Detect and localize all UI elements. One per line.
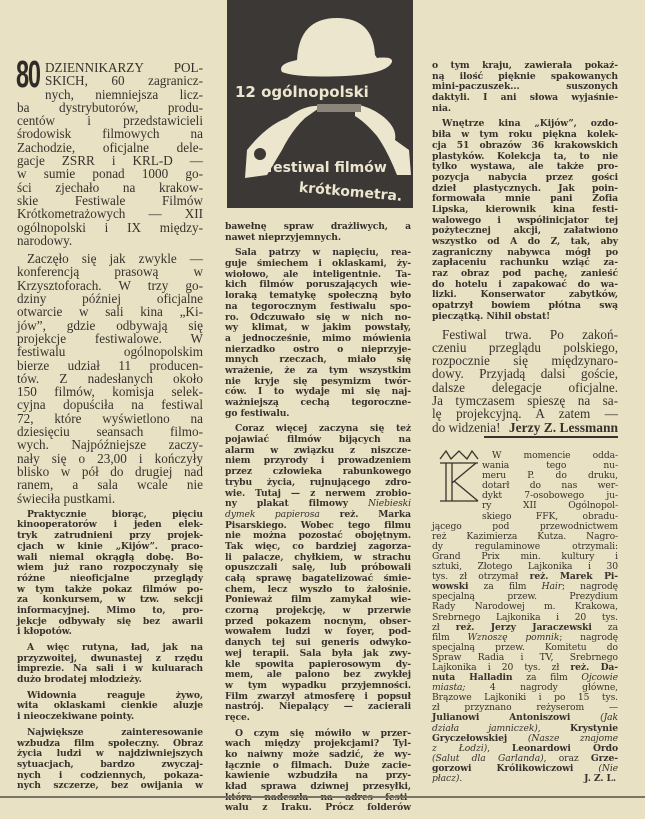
text-line: 72, które wyświetlono na (17, 410, 203, 426)
paragraph (17, 510, 203, 638)
text-line: ną ilość pięknie spakowanych (432, 70, 618, 82)
text-line: projekcje festiwalowe. W (17, 330, 203, 346)
text-line: blisko w pół do drugiej nad (17, 463, 203, 479)
text-line: zagraniczny nabywca mógł po (432, 246, 618, 258)
paragraph (432, 61, 618, 114)
paragraph (17, 252, 203, 505)
text-segment: za (591, 621, 618, 633)
text-line: chem, lecz wyszło to żałośnie. (225, 583, 411, 595)
text-line: Widownia reaguje żywo, (27, 689, 203, 701)
text-line: wali niemal okrągłą dobę. Bo- (17, 551, 203, 563)
text-line: Zachodzie, oficjalne dele- (17, 139, 203, 155)
text-line: nastrój. Niepalący — zacierali (225, 701, 411, 713)
text-line: sztuki, Złotego Lajkonika i 30 (432, 561, 618, 573)
text-line: cyjna dopuściła na festiwal (17, 397, 203, 413)
text-line: pojawiać filmów bijących na (225, 434, 411, 446)
text-line: go festiwalu. (225, 407, 290, 419)
text-line: W momencie odda- (492, 450, 618, 461)
text-line (225, 510, 411, 521)
text-line: zapłaceniu rachunku wziąć za- (432, 257, 618, 269)
poster-title-line3: krótkometra. (298, 179, 403, 205)
italic-title: (Nie (598, 762, 618, 774)
text-line: Największe zainteresowanie (27, 726, 203, 738)
text-line: Zaczęło się jak zwykle — (27, 251, 203, 267)
text-line (225, 793, 411, 804)
text-line: Ponieważ film zamykał wie- (225, 594, 411, 606)
article-column-2 (225, 222, 411, 819)
text-line: walowego i współinicjator tej (432, 214, 618, 226)
text-line: na tegorocznym festiwalu spo- (225, 300, 411, 312)
text-line: Spraw Radia i TV, Srebrnego (432, 651, 618, 663)
paragraph (17, 643, 203, 686)
text-line: lizki. Konserwator zabytków, (432, 289, 618, 301)
text-line: pozycja nabycia przez gości (432, 171, 618, 183)
text-line: wszystko od A do Z, tak, aby (432, 236, 618, 247)
bold-name: gorzowi Królikowiczowi (432, 762, 599, 774)
text-line: przed pokazem nocnym, obser- (225, 615, 411, 627)
text-line: środowisk filmowych na (17, 126, 203, 142)
text-line: wej terapii. Sala była jak zwy- (225, 647, 411, 659)
text-line: przez człowieka rabunkowego (225, 466, 411, 478)
text-line: narodowy. (17, 232, 73, 248)
text-line: Tak więc, co bardziej zagorza- (225, 540, 411, 552)
text-line: alarm w związku z niszcze- (225, 444, 411, 456)
text-line: w sumie ponad 1000 go- (17, 166, 203, 182)
text-line: Lipska, kierownik kina festi- (432, 203, 618, 215)
text-line: formowała mnie pani Zofia (432, 193, 618, 205)
text-line: gacje ZSRR i KRL-D — (17, 153, 203, 169)
text-line: dzieł plastycznych. Jak poin- (432, 182, 618, 194)
text-segment: za film (468, 581, 542, 593)
text-line: różne nieoficjalne przeglądy (17, 572, 203, 584)
text-line: opuszczali salę, lub próbowali (225, 562, 411, 574)
text-line: kawienie wzbudziła na przy- (225, 770, 411, 782)
author-signature: Jerzy Z. Lessmann (508, 420, 618, 435)
paragraph (225, 222, 411, 243)
italic-title: Wznoszę pomnik (467, 631, 560, 643)
text-line: A więc rutyna, ład, jak na (27, 642, 203, 654)
paragraph (17, 728, 203, 792)
text-line: tryk zatrudnieni przy projek- (17, 530, 203, 542)
text-line: jekcje odbywały się bez awarii (17, 615, 203, 627)
text-segment: 4 nagrody główne, (465, 682, 618, 694)
text-line: festiwalu ogólnopolskim (17, 344, 203, 360)
text-line: skiego FFK, obradu- (482, 510, 618, 522)
festival-poster-image (227, 0, 413, 208)
text-line: SKICH, 60 zagranicz- (45, 73, 203, 89)
text-line: wiem już rano rozpoczynały się (17, 562, 203, 574)
text-line: nych i codziennych, pokaza- (17, 769, 203, 781)
text-line: jów”, gdzie odbywają się (17, 317, 203, 333)
text-segment: , oraz (543, 752, 591, 764)
text-line: Ja tymczasem spieszę na sa- (432, 392, 618, 408)
author-initials: J. Z. L. (584, 773, 616, 784)
text-segment: film (432, 631, 468, 643)
paragraph (432, 328, 618, 434)
text-line: O czym się mówiło w przer- (235, 727, 411, 739)
bold-name: Gryczełowskiej (432, 732, 528, 744)
bold-name: nuta Halladin (432, 672, 513, 684)
paragraph (225, 424, 411, 723)
text-line: sytuacjach, bardzo zwyczaj- (17, 758, 203, 770)
text-line: specjalną przew. Komitetu do (432, 641, 618, 653)
text-line: nia. (432, 102, 451, 114)
italic-title: Ojcowie (581, 672, 618, 684)
text-line: ry XII Ogólnopol- (482, 500, 618, 512)
text-line: nierzadko ostro o nieprzyje- (225, 343, 411, 355)
text-line: informacyjnej. Mimo to, pro- (17, 604, 203, 616)
text-line: do widzenia! (432, 419, 501, 435)
text-line: pieczątką. Nihil obstat! (432, 310, 551, 322)
text-line: dziesięciu seansach filmo- (17, 424, 203, 440)
text-line: ważniejszą cechą tegoroczne- (225, 397, 411, 408)
page-bottom-divider (0, 796, 645, 798)
text-line: mem, ale palono bez zwykłej (225, 669, 411, 681)
text-line: li palacze, chyłkiem, w strachu (225, 551, 411, 563)
text-line: życia ludzi w najdziwniejszych (17, 748, 203, 760)
text-line: opatrzył bowiem płótna swą (432, 300, 618, 312)
text-line: ba dystrybutorów, produ- (17, 99, 203, 115)
italic-title: dymek papierosa (225, 508, 320, 520)
poster-title-line1: 12 ogólnopolski (235, 83, 369, 101)
text-segment: ; nagrodę (562, 581, 618, 593)
paragraph (432, 119, 618, 322)
text-line: przyzwoitej, dwunastej z rzędu (17, 652, 203, 664)
text-line: wy klimat, w jakim powstały, (225, 322, 411, 334)
text-line: wych. Najpóźniejsze zaczy- (17, 437, 203, 453)
text-line: centów i przedstawicieli (17, 113, 203, 129)
text-line: wania tego nu- (482, 460, 618, 472)
text-line: kich filmów poruszających wie- (225, 279, 411, 291)
text-line: daktyli. I ani słowa wyjaśnie- (432, 92, 618, 104)
text-line: niem przyrody i prowadzeniem (225, 455, 411, 467)
text-line: kle spowita papierosowym dy- (225, 658, 411, 670)
text-line: wiołowo, ale inteligentnie. Ta- (225, 268, 411, 280)
text-line: pożytecznej akcji, załatwiono (432, 225, 618, 237)
text-line: ręce. (225, 711, 250, 723)
italic-title: Hair (541, 581, 563, 593)
text-line: dy regulaminowe otrzymali: (432, 540, 618, 552)
bold-name: reż. Marek Pi- (529, 571, 618, 583)
text-line: dotarł do nas wer- (482, 480, 618, 492)
text-line: kinooperatorów i jeden elek- (17, 519, 203, 531)
poster-title-line2: festiwal filmów (267, 160, 387, 176)
text-line: Wnętrze kina „Kijów”, ozdo- (442, 118, 618, 130)
text-line: i kłopotów. (17, 626, 72, 638)
text-line: wowałem ludzi w foyer, pod- (225, 626, 411, 638)
text-line: walu z Iraku. Prócz folderów (225, 802, 411, 814)
text-line: o tym kraju, zawierała pokaź- (432, 60, 618, 71)
text-line: jącego pod przewodnictwem (432, 520, 618, 532)
text-line: 150 filmów, komisja selek- (17, 384, 203, 400)
text-line: reż Kazimierza Kutza. Nagro- (432, 530, 618, 542)
text-line: biła w tym roku piękna kolek- (432, 129, 618, 141)
paragraph (225, 729, 411, 815)
signature-divider (484, 436, 618, 438)
text-line: zł przyznano reżyserom — (432, 702, 618, 714)
text-line: a jednocześnie, mimo mówienia (225, 332, 411, 344)
text-line: Coraz więcej zaczyna się też (235, 423, 411, 435)
text-segment: za film (512, 672, 582, 684)
text-line: Srebrnego Lajkonika i 20 tys. (432, 611, 618, 623)
text-line: Sala patrzy w napięciu, rea- (235, 247, 411, 259)
text-line: cjach w kinie „Kijów”. praco- (17, 540, 203, 552)
italic-title: płacz) (432, 773, 460, 784)
italic-title: działa jamniczek) (432, 722, 538, 734)
bold-name: Julianowi Antoniszowi (432, 712, 601, 724)
italic-title: Niebieski (368, 498, 411, 510)
text-line: plastyków. Kolekcja ta, to nie (432, 150, 618, 162)
text-line: Praktycznie biorąc, pięciu (27, 508, 203, 520)
text-line: bawełnę spraw drażliwych, a (225, 221, 411, 232)
text-line: loraką tematykę społeczną było (225, 290, 411, 302)
text-segment: Lajkonika i 20 tys. zł (432, 661, 571, 673)
text-line: bierze udział 11 producen- (17, 357, 203, 373)
bold-name: Leonardowi Ordo (511, 742, 618, 754)
text-line: cja 51 obrazów 36 krakowskich (432, 139, 618, 151)
text-line: całą sprawę bagatelizować śmie- (225, 573, 411, 584)
text-line: lę projekcyjną. A zatem — (432, 406, 618, 422)
text-line: czeniu przeglądu polskiego, (432, 339, 618, 355)
text-line: guje śmiechem i oklaskami, ży- (225, 258, 411, 270)
bold-name: ny plakat filmowy (225, 498, 368, 510)
text-line: do hotelu i zapakować do wa- (432, 278, 618, 290)
text-line: DZIENNIKARZY POL- (45, 60, 203, 75)
paragraph (17, 61, 203, 247)
text-line: dowy. Przyjadą dalsi goście, (432, 366, 618, 382)
text-line: nych, niemniejsza licz- (45, 86, 203, 102)
text-line: danych tej sui generis odwyko- (225, 637, 411, 649)
text-line: nie kryje się pesymizm twór- (225, 375, 411, 387)
text-line: Film zwarzył atmosferę i popsuł (225, 690, 411, 702)
text-line: wrażenie, że za tym wszystkim (225, 364, 411, 376)
text-line: Rady Narodowej m. Krakowa, (432, 601, 618, 613)
italic-title: miasta; (432, 682, 466, 694)
text-line (432, 774, 618, 784)
text-line: dużo brodatej młodzieży. (17, 674, 142, 686)
text-line: ko naiwny może sadzić, że wy- (225, 749, 411, 760)
text-line: świeciła pustkami. (17, 490, 116, 506)
text-line: za konkursem, w tzw. sekcji (17, 594, 203, 606)
italic-title: (Salut dla Garlanda) (432, 752, 544, 764)
text-line: dykt 7-osobowego ju- (482, 490, 618, 502)
text-line: konferencją prasową w (17, 264, 203, 280)
text-line: i nieoczekiwane pointy. (17, 711, 135, 723)
italic-title: z Łodzi) (432, 742, 488, 754)
text-segment: , (537, 722, 570, 734)
text-line: Pisarskiego. Wobec tego filmu (225, 519, 411, 531)
text-line: ranem, a sala wcale nie (17, 477, 203, 493)
text-line: skie Festiwale Filmów (17, 192, 203, 208)
text-line: w tym także pokaz filmów po- (17, 583, 203, 595)
drop-cap: 80 (16, 54, 40, 96)
text-line: Grand Prix min. kultury i (432, 550, 618, 562)
text-line: nawet nieprzyjemnych. (225, 231, 341, 243)
text-line: nie można pozostać obojętnym. (225, 530, 411, 542)
text-line: trybu życia, rujnującego zdro- (225, 476, 411, 488)
paragraph (225, 248, 411, 419)
bold-name: reż. Da- (570, 661, 618, 673)
text-line: wach między projekcjami? Tyl- (225, 738, 411, 750)
text-line: mini-paczuszek... suszonych (432, 81, 618, 93)
paragraph (17, 691, 203, 723)
text-line: czorną projekcję, w przerwie (225, 605, 411, 617)
bold-name: Krystynie (569, 722, 618, 734)
text-line: nały się o 23,00 i kończyły (17, 450, 203, 466)
article-column-3 (432, 61, 618, 439)
text-line: Krótkometrażowych — XII (17, 206, 203, 222)
bold-name: reż. Marka (319, 508, 411, 520)
text-line: imprezie. Na sali i w kuluarach (17, 663, 203, 675)
jury-verdict-note (432, 451, 618, 784)
text-line: ści zjechało na krakow- (17, 179, 203, 195)
article-column-1 (17, 61, 203, 797)
text-line: meru P. do druku, (482, 470, 618, 482)
text-line: łącznie o filmach. Duże zacie- (225, 759, 411, 771)
bold-name: wowski (432, 581, 469, 593)
italic-title: (Nasze znajome (527, 732, 618, 744)
text-line: Festiwal trwa. Po zakoń- (442, 326, 618, 342)
text-line: wita oklaskami cienkie aluzje (17, 700, 203, 712)
text-line: dalsze delegacje oficjalne. (432, 379, 618, 395)
text-line: specjalną przew. Prezydium (432, 591, 618, 603)
text-segment: , (487, 742, 512, 754)
text-line: wie. Tutaj — z nerwem zrobio- (225, 487, 411, 499)
text-segment: tys. zł otrzymał (432, 571, 530, 583)
text-line: ro. Odczuwało się w nich no- (225, 311, 411, 323)
text-line: dziny później oficjalne (17, 291, 203, 307)
text-line: rozpocznie się międzynaro- (432, 353, 618, 369)
text-line: wzbudza film społeczny. Obraz (17, 737, 203, 749)
text-line: ców. I to wydaje mi się naj- (225, 386, 411, 398)
text-line: Brązowe Lajkoniki i po 15 tys. (432, 692, 618, 704)
text-segment: . (459, 773, 463, 784)
bold-name: Grze- (590, 752, 618, 764)
text-segment: zł (432, 621, 456, 633)
text-line: kład sprawa dziwnej przesyłki, (225, 781, 411, 793)
text-line: tylko wystawa, ale także pro- (432, 161, 618, 173)
text-segment: ; nagrodę (559, 631, 618, 643)
text-line: w tym wypadku przyjemności. (225, 679, 411, 691)
text-line: nych szczerze, bez owijania w (17, 780, 203, 792)
text-line: raz obraz pod pachę, zanieść (432, 268, 618, 280)
text-line: ogólnopolski i IX między- (17, 219, 203, 235)
text-line: tów. Z nadesłanych około (17, 370, 203, 386)
bold-name: reż. Jerzy Jaraczewski (455, 621, 592, 633)
text-line: otwarcie w sali kina „Ki- (17, 304, 203, 320)
italic-title: (Jak (600, 712, 618, 724)
text-line: mnych rzeczach, miało się (225, 354, 411, 366)
text-line: Krzysztoforach. W trzy go- (17, 277, 203, 293)
